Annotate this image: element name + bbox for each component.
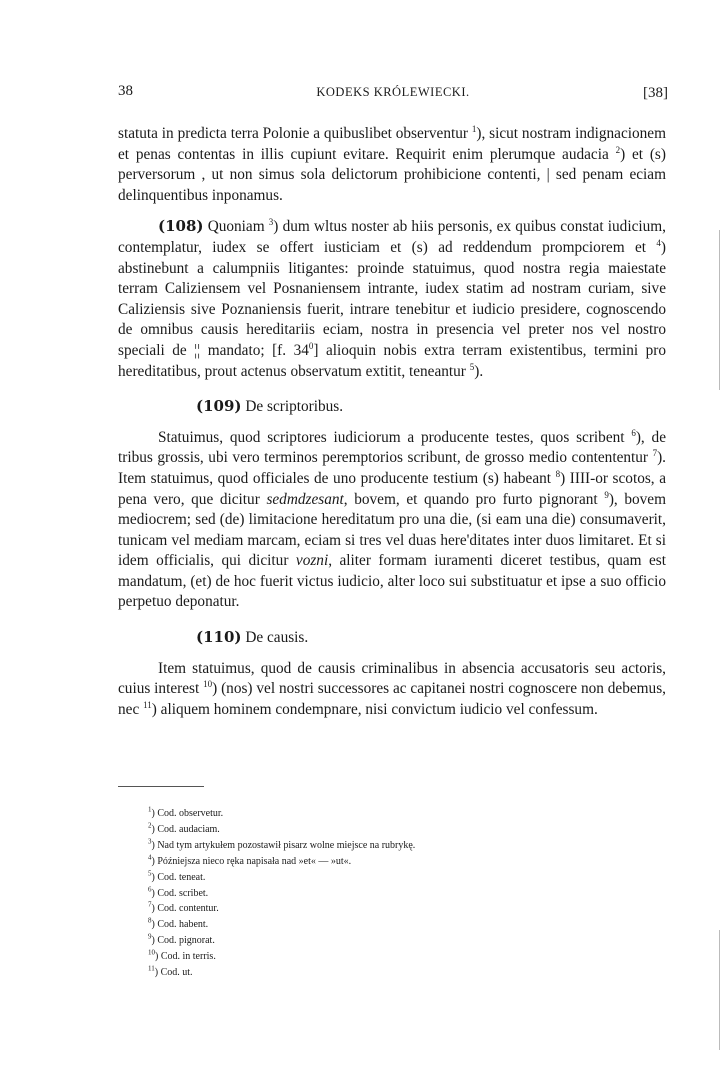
footnote-ref: 10 [203, 679, 213, 690]
footnote-rule [118, 786, 204, 787]
article-title: De causis. [241, 629, 309, 647]
page-reference: [38] [643, 85, 668, 101]
paragraph-continuation: statuta in predicta terra Polonie a quibuslibet observentur $^1$), sicut nostram indignacionem et penas contentas in illis cupiunt evitare. Requirit enim plerumque audacia $^2$) et (s) perversorum , ut non simus sola delictorum prohibicione contenti, | sed penam eciam delinquentibus inponamus. [118, 123, 666, 204]
article-number: (109) [196, 397, 242, 416]
footnote-ref: 7 [652, 448, 658, 459]
footnote-ref: 3 [268, 217, 274, 228]
footnote: $^8$) Cod. habent. [148, 917, 209, 931]
running-header [118, 83, 668, 105]
footnote: $^7$) Cod. contentur. [148, 901, 219, 915]
footnote: $^5$) Cod. teneat. [148, 869, 206, 883]
article-number: (110) [196, 628, 242, 647]
footnote-ref: 2 [615, 144, 621, 155]
article-109-heading [118, 396, 666, 418]
folio-degree: 0 [308, 340, 314, 351]
footnote: $^6$) Cod. scribet. [148, 885, 209, 899]
main-text [118, 124, 666, 720]
footnote: $^{11}$) Cod. ut. [148, 964, 193, 979]
article-title: De scriptoribus. [241, 398, 344, 416]
footnote-ref: 5 [469, 361, 475, 372]
vernacular-term: sedmdzesant [266, 490, 344, 508]
footnote-ref: 6 [631, 427, 636, 438]
footnote-ref: 11 [143, 699, 152, 710]
footnote-ref: 8 [555, 468, 561, 479]
footnote: $^2$) Cod. audaciam. [148, 821, 220, 835]
article-number: (108) [158, 217, 204, 236]
article-110-heading [118, 627, 666, 649]
article-110: Item statuimus, quod de causis criminalibus in absencia accusatoris seu actoris, cuius interest $^{10}$) (nos) vel nostri successores ac capitanei nostri cognoscere non debemus, nec $^{11}$) aliquem hominem condempnare, nisi convictum iudicio vel confessum. [118, 659, 666, 718]
running-title: KODEKS KRÓLEWIECKI. [316, 85, 470, 99]
footnote: $^{10}$) Cod. in terris. [148, 948, 216, 963]
footnote: $^4$) Późniejsza nieco ręka napisała nad »et« — »ut«. [148, 853, 352, 867]
footnote: $^3$) Nad tym artykułem pozostawił pisarz wolne miejsce na rubrykę. [148, 837, 416, 851]
footnote-ref: 9 [604, 489, 609, 500]
page-number: 38 [118, 83, 133, 99]
footnote: $^9$) Cod. pignorat. [148, 932, 215, 947]
footnotes [148, 806, 618, 981]
footnote-ref: 1 [471, 123, 477, 134]
footnote-ref: 4 [656, 237, 661, 248]
vernacular-term: vozni [295, 552, 329, 570]
footnote: $^1$) Cod. observetur. [148, 805, 224, 819]
article-109: Statuimus, quod scriptores iudiciorum a producente testes, quos scribent $^6$), de tribus grossis, ubi vero terminos peremptorios scribunt, de grosso medio contententur $^7$). Item statuimus, quod officiales de uno producente testium (s) habeant $^8$) IIII-or scotos, a pena vero, que dicitur sedmdzesant, bovem, et quando pro furto pignorant $^9$), bovem mediocrem; sed (de) limitacione hereditatum pro una die, (si eam una die) consumaverit, tunicam vel mediam marcam, eciam si tres vel duas here'ditates inter duos limitaret. Et si idem officialis, qui dicitur vozni, aliter formam iuramenti diceret testibus, quam est mandatum, (et) de hoc fuerit victus iudicio, alter loco sui substituatur et ipse a suo officio perpetuo deponatur. [118, 427, 666, 611]
article-108: (108) Quoniam $^3$) dum wltus noster ab hiis personis, ex quibus constat iudicium, contemplatur, iudex se offert iusticiam et (s) ad reddendum prompciorem et $^4$) abstinebunt a calumpniis litigantes: proinde statuimus, quod nostra regia maiestate terram Caliziensem vel Posnaniensem intrante, iudex statim ad nostram curiam, sive Caliziensis sive Poznaniensis fuerit, intrare tenebitur et iudicio presidere, cognoscendo de omnibus causis hereditariis eciam, nostra in presencia vel preter nos vel nostro speciali de ¦¦ mandato; [f. $34^0$] alioquin nobis extra terram existentibus, termini pro hereditatibus, prout actenus observatum extitit, teneantur $^5$). [118, 217, 667, 380]
